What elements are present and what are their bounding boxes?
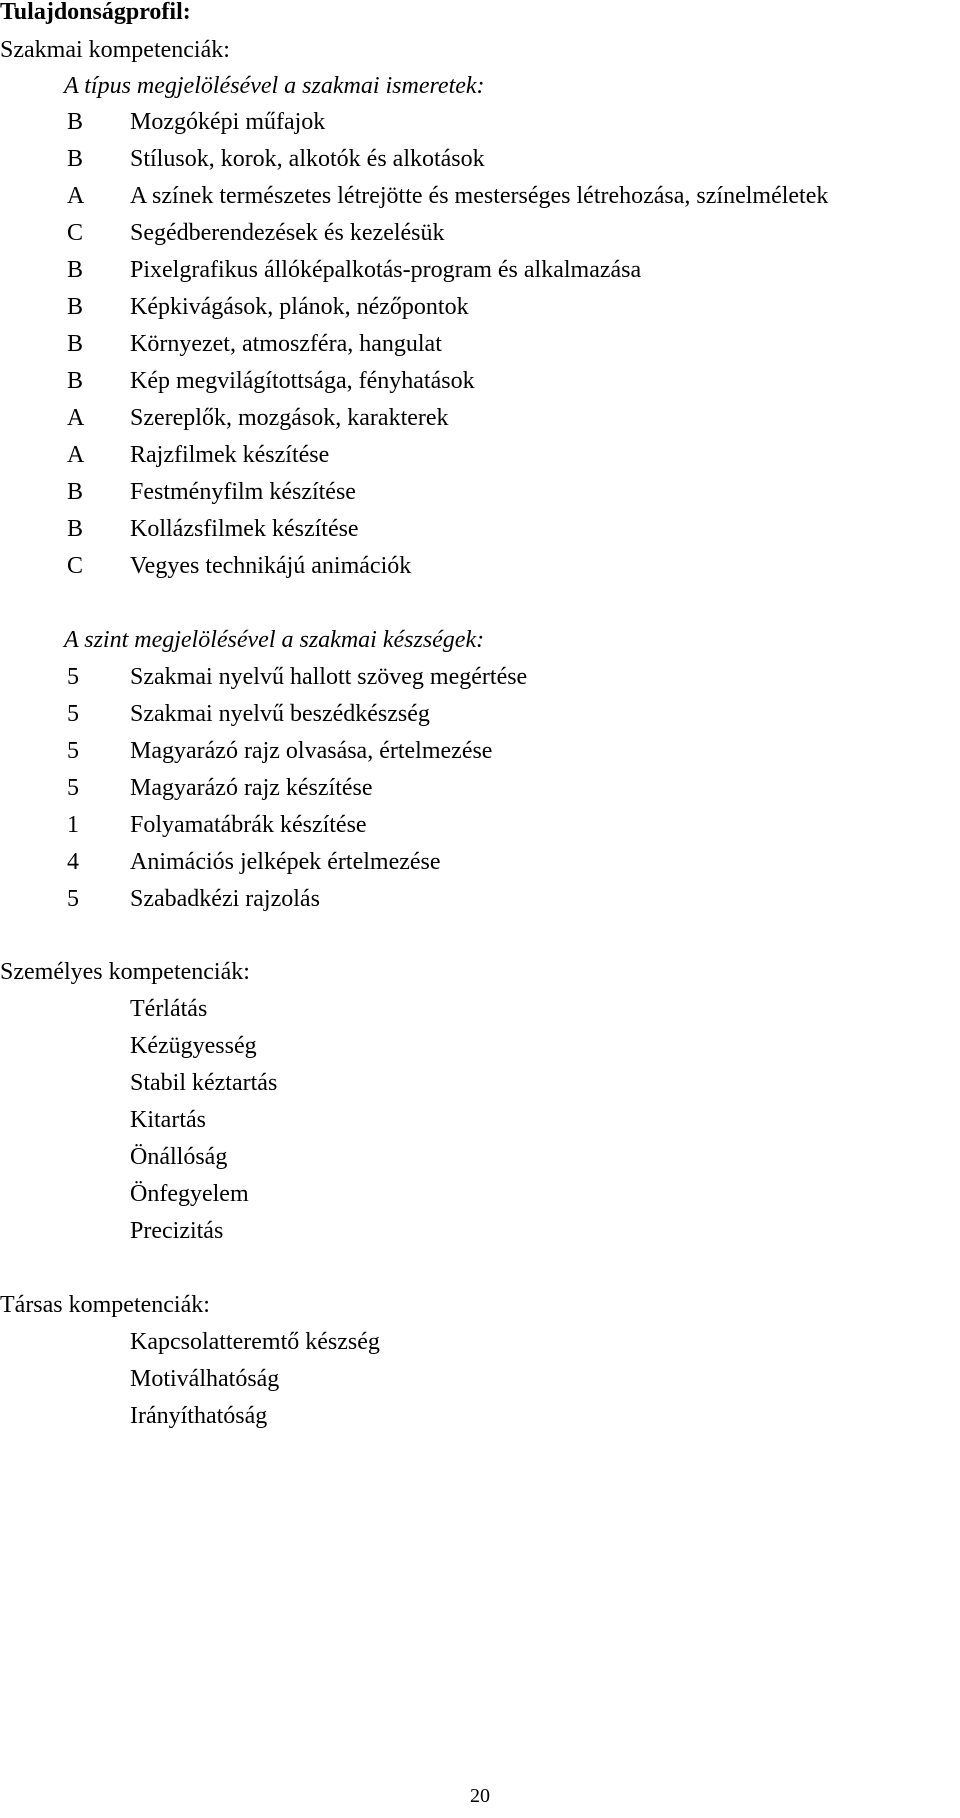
skill-level: 5: [67, 701, 79, 727]
knowledge-text: Pixelgrafikus állóképalkotás-program és alkalmazása: [130, 257, 642, 283]
skill-text: Folyamatábrák készítése: [130, 812, 367, 838]
social-item: Irányíthatóság: [130, 1403, 268, 1429]
skill-level: 5: [67, 775, 79, 801]
knowledge-item: [0, 330, 960, 358]
skill-text: Magyarázó rajz olvasása, értelmezése: [130, 738, 493, 764]
skill-item: [0, 848, 960, 876]
knowledge-text: Kollázsfilmek készítése: [130, 516, 359, 542]
skill-text: Animációs jelképek értelmezése: [130, 849, 441, 875]
knowledge-text: A színek természetes létrejötte és mesterséges létrehozása, színelméletek: [130, 183, 829, 209]
personal-item: Önfegyelem: [130, 1181, 249, 1207]
knowledge-item: [0, 219, 960, 247]
knowledge-grade: C: [67, 553, 84, 579]
skill-item: [0, 811, 960, 839]
social-competencies-heading: Társas kompetenciák:: [0, 1292, 210, 1318]
social-item: Kapcsolatteremtő készség: [130, 1329, 380, 1355]
skill-item: [0, 700, 960, 728]
knowledge-grade: B: [67, 109, 84, 135]
skill-item: [0, 737, 960, 765]
personal-item: Térlátás: [130, 996, 208, 1022]
knowledge-grade: B: [67, 294, 84, 320]
skill-level: 1: [67, 812, 79, 838]
knowledge-text: Kép megvilágítottsága, fényhatások: [130, 368, 475, 394]
personal-item: Precizitás: [130, 1218, 224, 1244]
knowledge-grade: A: [67, 442, 85, 468]
professional-competencies-heading: Szakmai kompetenciák:: [0, 37, 230, 63]
knowledge-text: Stílusok, korok, alkotók és alkotások: [130, 146, 485, 172]
page-title: Tulajdonságprofil:: [0, 0, 191, 25]
personal-competencies-heading: Személyes kompetenciák:: [0, 959, 250, 985]
knowledge-grade: B: [67, 331, 84, 357]
social-item: Motiválhatóság: [130, 1366, 280, 1392]
knowledge-item: [0, 515, 960, 543]
skill-text: Szakmai nyelvű hallott szöveg megértése: [130, 664, 528, 690]
knowledge-item: [0, 367, 960, 395]
knowledge-text: Rajzfilmek készítése: [130, 442, 330, 468]
skill-text: Szakmai nyelvű beszédkészség: [130, 701, 430, 727]
knowledge-grade: B: [67, 146, 84, 172]
knowledge-grade: A: [67, 405, 85, 431]
knowledge-text: Környezet, atmoszféra, hangulat: [130, 331, 442, 357]
personal-item: Önállóság: [130, 1144, 228, 1170]
knowledge-item: [0, 404, 960, 432]
knowledge-item: [0, 441, 960, 469]
skills-subheading: A szint megjelölésével a szakmai készségek:: [64, 627, 485, 653]
knowledge-subheading: A típus megjelölésével a szakmai ismeretek:: [64, 73, 485, 99]
knowledge-item: [0, 478, 960, 506]
knowledge-text: Mozgóképi műfajok: [130, 109, 326, 135]
knowledge-item: [0, 293, 960, 321]
skill-level: 5: [67, 738, 79, 764]
knowledge-item: [0, 552, 960, 580]
knowledge-grade: B: [67, 479, 84, 505]
knowledge-text: Festményfilm készítése: [130, 479, 356, 505]
personal-item: Kitartás: [130, 1107, 206, 1133]
page-number: 20: [470, 1785, 490, 1807]
knowledge-item: [0, 145, 960, 173]
knowledge-item: [0, 182, 960, 210]
knowledge-item: [0, 108, 960, 136]
skill-text: Szabadkézi rajzolás: [130, 886, 320, 912]
knowledge-item: [0, 256, 960, 284]
skill-level: 5: [67, 886, 79, 912]
skill-level: 4: [67, 849, 79, 875]
knowledge-grade: C: [67, 220, 84, 246]
knowledge-grade: B: [67, 257, 84, 283]
skill-item: [0, 774, 960, 802]
knowledge-grade: A: [67, 183, 85, 209]
personal-item: Kézügyesség: [130, 1033, 257, 1059]
skill-level: 5: [67, 664, 79, 690]
knowledge-text: Szereplők, mozgások, karakterek: [130, 405, 449, 431]
skill-item: [0, 885, 960, 913]
knowledge-text: Képkivágások, plánok, nézőpontok: [130, 294, 469, 320]
knowledge-grade: B: [67, 368, 84, 394]
knowledge-text: Segédberendezések és kezelésük: [130, 220, 445, 246]
skill-item: [0, 663, 960, 691]
knowledge-grade: B: [67, 516, 84, 542]
skill-text: Magyarázó rajz készítése: [130, 775, 373, 801]
personal-item: Stabil kéztartás: [130, 1070, 278, 1096]
knowledge-text: Vegyes technikájú animációk: [130, 553, 412, 579]
